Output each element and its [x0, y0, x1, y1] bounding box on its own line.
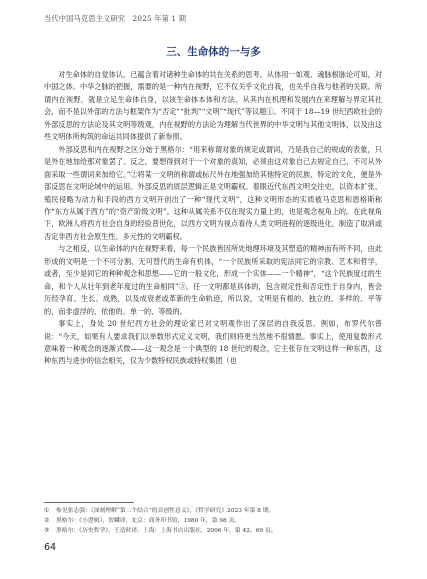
paragraph: 外部反思和内在视野之区分始于黑格尔：“用来称谓对象的规定或谓词，乃是我自己的规或的表象，只是外在地加给那对象罢了。反之，要想得到对于一个对象的真知，必须由这对象自己去规定自己，不可从外面采取一些谓词来加给它。”②将某一文明的称谓或标尺外在地强加给其他特定的民族、特定的文化，便是外部反思在文明论域中的运用。外部反思的底层逻辑正是文明霸权。着眼近代东西文明交往史，以资本扩张、殖民侵略为动力和手段的西方文明开创出了一种“现代文明”，这种文明形态的实质被马克思和恩格斯称作“东方从属于西方”的“资产阶级文明”。这种从属关系不仅在现实力量上的，也是观念视角上的。在此视角下，欧洲人将西方社会自身的经验普世化，以西方文明为视点看待人类文明进程的逐级进化，制造了取消或否定非西方社会原生性、多元性的文明霸权。: [44, 144, 382, 241]
footnote-mark: ③: [44, 528, 50, 534]
paragraph: 对生命体的自觉体认，已蕴含着对诸种生命体的共在关系的思考。从体用一如观、魂脉根脉论可知，对中国之体、中华之脉的把握，需要的是一种内在视野，它不仅关乎文化自我，也关乎自我与他者的关联。所谓内在视野，就是立足生命体自身，以该生命体本体和方法、从其内在机理和发展内在来理解与界定其社会，而不是以外部的方法与框架作为“否定”“批判”“文明”“现代”等议题①。不同于 18—19 世纪西欧社会的外部反思的方法论及其文明等级观，内在视野的方法论为理解当代世界的中华文明与其他文明体，以及由这些文明体所构筑的命运共同体提供了新参照。: [44, 70, 382, 142]
footnote: [44, 516, 382, 526]
footnotes: [44, 506, 382, 536]
paragraph: 与之相反，以生命体的内在视野来看，每一个民族皆因所处地理环境及其塑造的精神而有所不同，由此形成的文明是一个不可分割、无可替代的生命有机体，“一个民族所采取的宪法同它的宗教、艺术和哲学，或者，至少是同它的种种观念和思想——它的一般文化，形成一个实体——一个精神”，“这个民族度过的生命，和个人从壮年到老年度过的生命相同”③。任一文明都是具体的，包含规定性和否定性于自身内，皆会历经孕育、生长、成熟，以及成衰老或革新的生命轨迹，所以说，文明是有根的、独立的、多样的、平等的，而非虚浮的、依他的、单一的、等级的。: [44, 244, 382, 316]
footnote-mark: ②: [44, 518, 50, 524]
footnote: [44, 526, 382, 536]
footnote-text: 黑格尔：《历史哲学》，王造时译，上海：上海书店出版社，2006 年，第 42、69 页。: [56, 528, 277, 534]
page-number: 64: [44, 542, 57, 553]
section-title: 三、生命体的一与多: [166, 46, 261, 58]
footnote-text: 参见张志强：《深刻理解“第二个结合”的首创性意义》，《哲学研究》2023 年第 8 期。: [56, 508, 275, 514]
body-text: [44, 69, 382, 368]
paragraph: 事实上，身处 20 世纪西方社会的理论家已对文明观作出了深层的自我反思。例如，布罗代尔曾说：“今天，如果有人要求我们以单数形式定义文明，我们则将更当然地不很情愿。事实上，使用复数形式意味着一种观念的逐渐式微——这一观念是一个典型的 18 世纪的观念，它主张存在文明这样一种东西，这种东西与进步的信念相关，仅为少数特权民族或特权集团（也: [44, 319, 382, 366]
footnote: [44, 506, 382, 516]
footnote-divider: [44, 502, 134, 503]
footnote-text: 黑格尔：《小逻辑》，贺麟译，北京：商务印书馆，1980 年，第 98 页。: [56, 518, 241, 524]
running-head: 当代中国马克思主义研究 2025 年第 1 期: [44, 14, 187, 23]
footnote-mark: ①: [44, 508, 50, 514]
